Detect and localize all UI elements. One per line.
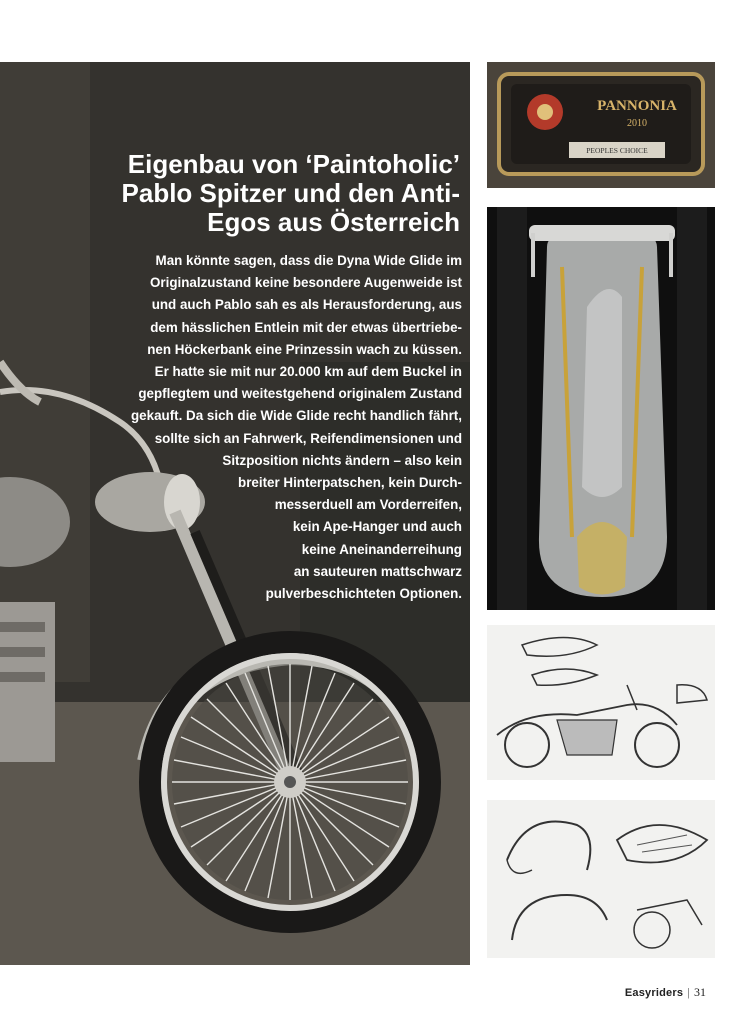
sketch-motorcycle: [487, 625, 715, 780]
body-line: dem hässlichen Entlein mit der etwas übertriebe-: [150, 319, 462, 335]
trophy-title: PANNONIA: [597, 98, 677, 114]
article-headline: [60, 150, 460, 237]
footer-separator: |: [687, 987, 690, 999]
page-number: 31: [694, 985, 706, 999]
headline-line: Pablo Spitzer und den Anti-: [121, 178, 460, 208]
page-footer: [625, 985, 706, 1000]
sketch-parts: [487, 800, 715, 958]
body-line: Man könnte sagen, dass die Dyna Wide Glide im: [155, 253, 462, 268]
body-line: Er hatte sie mit nur 20.000 km auf dem Buckel in: [154, 364, 462, 380]
body-line: an sauteuren mattschwarz: [293, 563, 462, 579]
article-body: [0, 250, 462, 605]
body-line: pulverbeschichteten Optionen.: [265, 586, 462, 602]
trophy-plate: PEOPLES CHOICE: [586, 146, 648, 155]
body-line: gepflegtem und weitestgehend originalem Zustand: [138, 386, 462, 402]
trophy-year: 2010: [627, 118, 647, 129]
trophy-photo: [487, 62, 715, 188]
body-line: breiter Hinterpatschen, kein Durch-: [238, 475, 462, 491]
headline-line: Eigenbau von ‘Paintoholic’: [127, 149, 460, 179]
body-line: nen Höckerbank eine Prinzessin wach zu küssen.: [147, 341, 462, 357]
body-line: keine Aneinanderreihung: [301, 541, 462, 557]
headline-line: Egos aus Österreich: [207, 207, 460, 237]
body-line: Originalzustand keine besondere Augenweide ist: [149, 275, 462, 291]
painted-fender-photo: [487, 207, 715, 610]
main-motorcycle-photo: [0, 62, 470, 965]
body-line: sollte sich an Fahrwerk, Reifendimensionen und: [154, 430, 462, 446]
body-line: messerduell am Vorderreifen,: [274, 497, 462, 513]
magazine-name: Easyriders: [624, 987, 684, 999]
body-line: gekauft. Da sich die Wide Glide recht handlich fährt,: [131, 408, 462, 424]
body-line: Sitzposition nichts ändern – also kein: [222, 452, 462, 468]
body-line: kein Ape-Hanger und auch: [292, 519, 462, 535]
body-line: und auch Pablo sah es als Herausforderung, aus: [151, 297, 462, 313]
